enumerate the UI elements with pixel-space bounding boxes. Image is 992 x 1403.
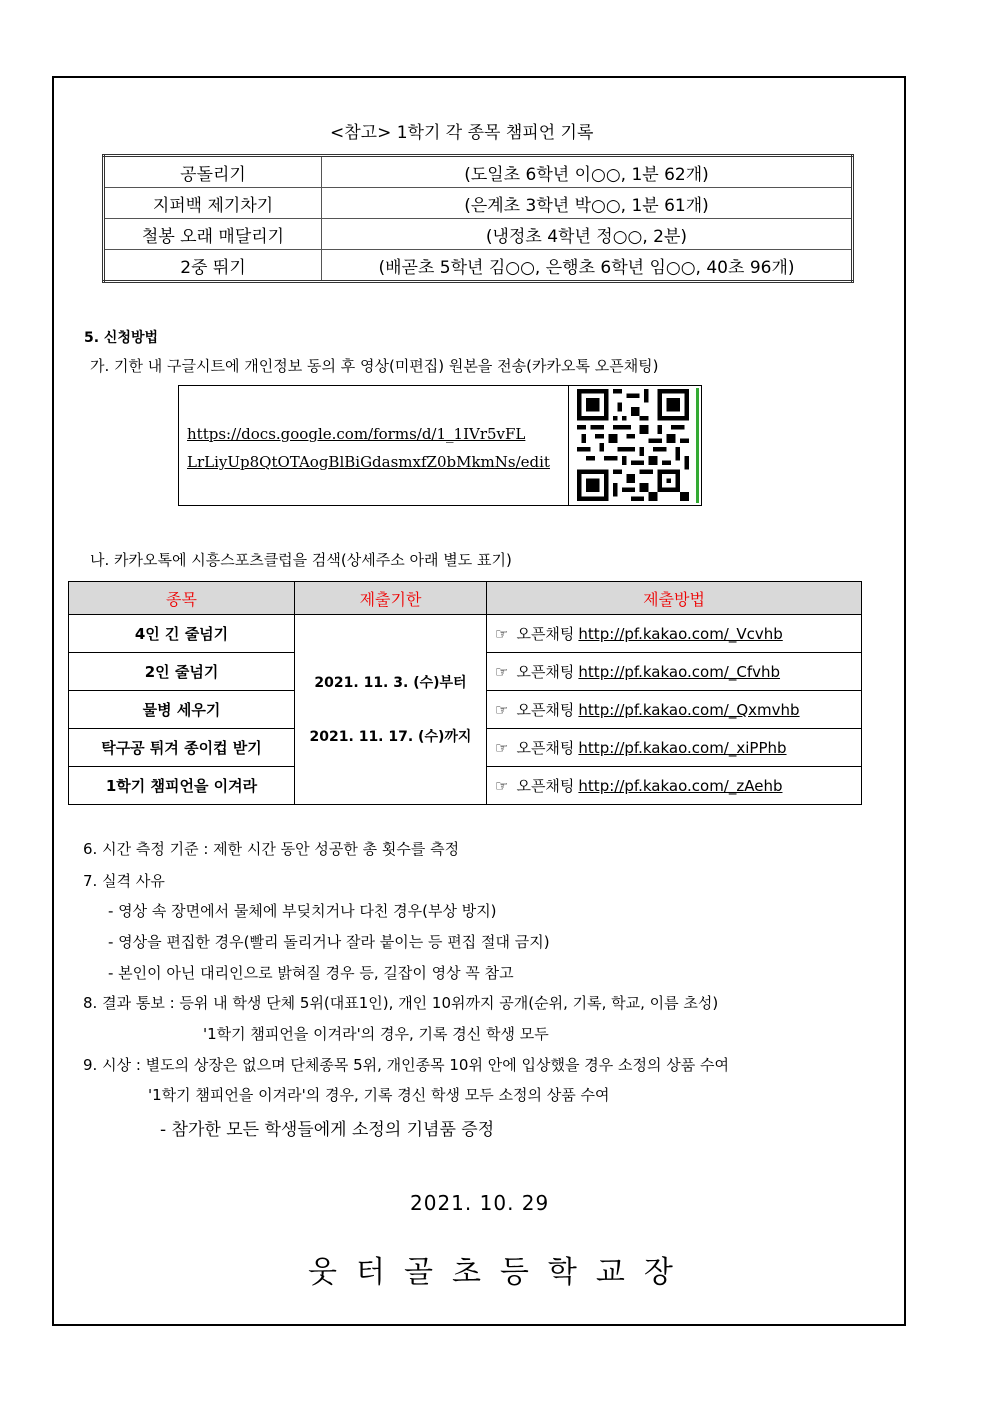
record-event: 2중 뛰기 <box>104 250 322 282</box>
table-header-row <box>69 582 862 615</box>
method-cell <box>487 767 862 805</box>
submission-schedule-table <box>68 581 862 805</box>
rule-8-note: '1학기 챔피언을 이겨라'의 경우, 기록 경신 학생 모두 <box>203 1025 549 1043</box>
border-accent <box>696 388 699 503</box>
record-value: (냉정초 4학년 정○○, 2분) <box>322 219 853 250</box>
divider <box>568 386 569 505</box>
table-row <box>104 188 853 219</box>
school-principal: 웃터골초등학교장 <box>308 1255 692 1290</box>
kakao-link[interactable]: http://pf.kakao.com/_Cfvhb <box>578 663 781 681</box>
record-event: 철봉 오래 매달리기 <box>104 219 322 250</box>
open-chat-label: 오픈채팅 <box>516 625 575 643</box>
rule-7-item: - 본인이 아닌 대리인으로 밝혀질 경우 등, 길잡이 영상 꼭 참고 <box>108 964 514 982</box>
open-chat-label: 오픈채팅 <box>516 663 575 681</box>
rule-6: 6. 시간 측정 기준 : 제한 시간 동안 성공한 총 횟수를 측정 <box>83 840 460 858</box>
section-5-title: 5. 신청방법 <box>84 330 159 346</box>
header-event: 종목 <box>69 582 295 615</box>
kakao-link[interactable]: http://pf.kakao.com/_zAehb <box>578 777 783 795</box>
rule-7: 7. 실격 사유 <box>83 872 165 890</box>
pointing-hand-icon: ☞ <box>495 777 509 795</box>
kakao-link[interactable]: http://pf.kakao.com/_Qxmvhb <box>578 701 800 719</box>
method-cell <box>487 691 862 729</box>
form-url-line-1[interactable]: https://docs.google.com/forms/d/1_1IVr5vFL <box>187 425 526 443</box>
event-name: 2인 줄넘기 <box>69 653 295 691</box>
open-chat-label: 오픈채팅 <box>516 777 575 795</box>
event-name: 물병 세우기 <box>69 691 295 729</box>
champion-record-table <box>102 154 854 283</box>
open-chat-label: 오픈채팅 <box>516 739 575 757</box>
rule-7-item: - 영상을 편집한 경우(빨리 돌리거나 잘라 붙이는 등 편집 절대 금지) <box>108 933 550 951</box>
pointing-hand-icon: ☞ <box>495 625 509 643</box>
event-name: 탁구공 튀겨 종이컵 받기 <box>69 729 295 767</box>
header-deadline: 제출기한 <box>295 582 487 615</box>
record-value: (배곧초 5학년 김○○, 은행초 6학년 임○○, 40초 96개) <box>322 250 853 282</box>
rule-9-note: '1학기 챔피언을 이겨라'의 경우, 기록 경신 학생 모두 소정의 상품 수여 <box>148 1086 610 1104</box>
rule-7-item: - 영상 속 장면에서 물체에 부딪치거나 다친 경우(부상 방지) <box>108 902 497 920</box>
table-row <box>104 156 853 188</box>
google-form-link[interactable] <box>187 420 550 476</box>
section-5-na: 나. 카카오톡에 시흥스포츠클럽을 검색(상세주소 아래 별도 표기) <box>90 551 512 569</box>
table-row <box>104 250 853 282</box>
method-cell <box>487 729 862 767</box>
table-row <box>69 615 862 653</box>
record-value: (도일초 6학년 이○○, 1분 62개) <box>322 156 853 188</box>
section-5-ga: 가. 기한 내 구글시트에 개인정보 동의 후 영상(미편집) 원본을 전송(카카오톡 오픈채팅) <box>90 357 659 375</box>
gift-note: - 참가한 모든 학생들에게 소정의 기념품 증정 <box>160 1120 495 1140</box>
event-name: 4인 긴 줄넘기 <box>69 615 295 653</box>
kakao-link[interactable]: http://pf.kakao.com/_Vcvhb <box>578 625 783 643</box>
reference-title: <참고> 1학기 각 종목 챔피언 기록 <box>330 123 594 143</box>
deadline-start: 2021. 11. 3. (수)부터 <box>314 674 467 691</box>
record-event: 지퍼백 제기차기 <box>104 188 322 219</box>
qr-code-icon <box>577 389 689 501</box>
table-row <box>104 219 853 250</box>
pointing-hand-icon: ☞ <box>495 739 509 757</box>
record-value: (은계초 3학년 박○○, 1분 61개) <box>322 188 853 219</box>
pointing-hand-icon: ☞ <box>495 701 509 719</box>
event-name: 1학기 챔피언을 이겨라 <box>69 767 295 805</box>
deadline-end: 2021. 11. 17. (수)까지 <box>309 728 472 745</box>
kakao-link[interactable]: http://pf.kakao.com/_xiPPhb <box>578 739 787 757</box>
header-method: 제출방법 <box>487 582 862 615</box>
deadline-cell <box>295 615 487 805</box>
open-chat-label: 오픈채팅 <box>516 701 575 719</box>
record-event: 공돌리기 <box>104 156 322 188</box>
method-cell <box>487 653 862 691</box>
method-cell <box>487 615 862 653</box>
form-link-box <box>178 385 702 506</box>
form-url-line-2[interactable]: LrLiyUp8QtOTAogBlBiGdasmxfZ0bMkmNs/edit <box>187 453 550 471</box>
rule-8: 8. 결과 통보 : 등위 내 학생 단체 5위(대표1인), 개인 10위까지 공개(순위, 기록, 학교, 이름 초성) <box>83 994 719 1012</box>
document-date: 2021. 10. 29 <box>410 1191 550 1215</box>
rule-9: 9. 시상 : 별도의 상장은 없으며 단체종목 5위, 개인종목 10위 안에 입상했을 경우 소정의 상품 수여 <box>83 1056 729 1074</box>
pointing-hand-icon: ☞ <box>495 663 509 681</box>
